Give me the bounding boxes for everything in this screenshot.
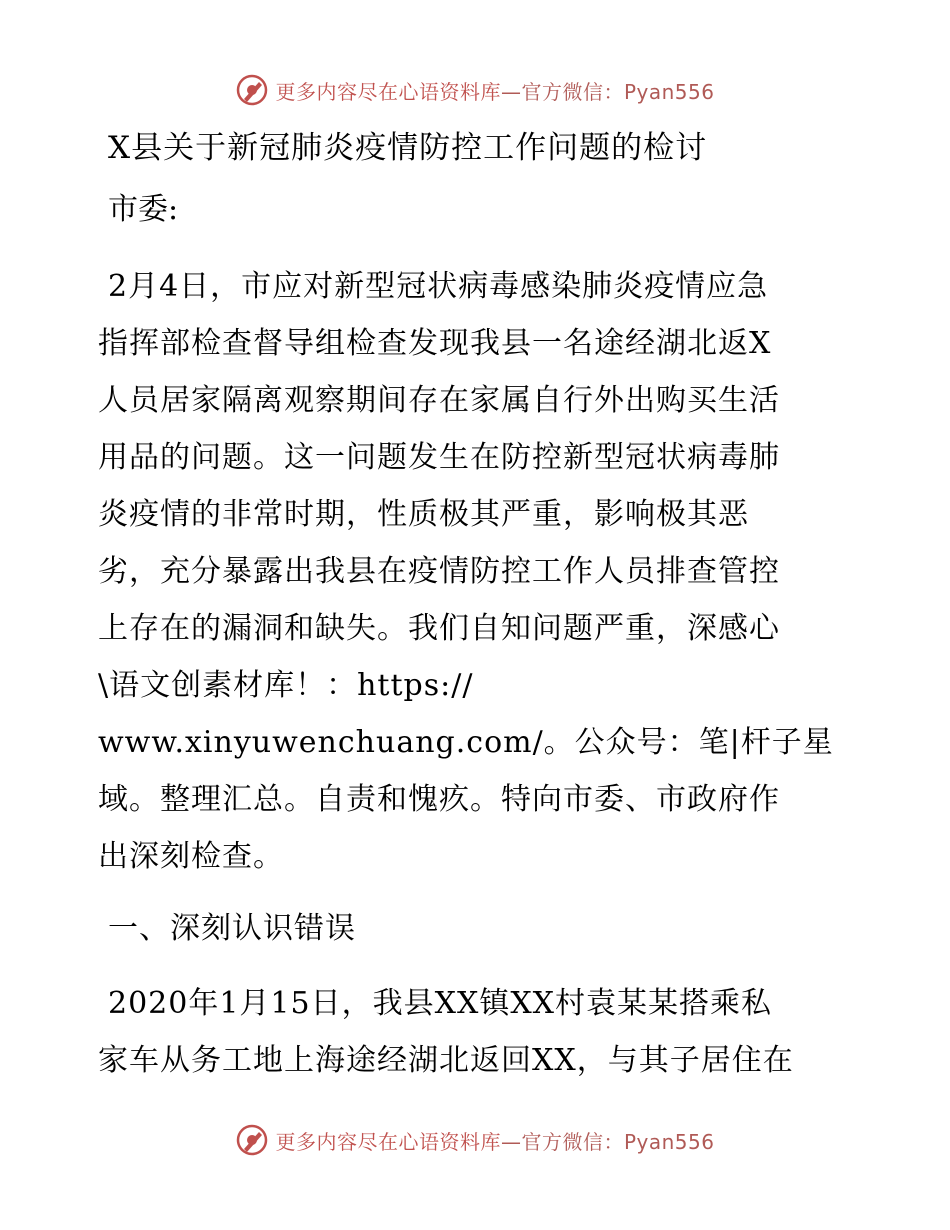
section-heading-1: 一、深刻认识错误 [108, 911, 356, 946]
watermark-logo-icon [235, 73, 269, 107]
paragraph-line: 域。整理汇总。自责和愧疚。特向市委、市政府作 [98, 782, 780, 817]
salutation: 市委: [108, 192, 179, 227]
document-title: X县关于新冠肺炎疫情防控工作问题的检讨 [108, 130, 708, 166]
paragraph-line: 劣，充分暴露出我县在疫情防控工作人员排查管控 [98, 554, 780, 589]
document-body [98, 128, 858, 1089]
paragraph-1 [98, 258, 858, 885]
paragraph-line: 炎疫情的非常时期，性质极其严重，影响极其恶 [98, 497, 749, 532]
watermark-tail: —官方微信：Pyan556 [500, 79, 715, 104]
watermark-text: 更多内容尽在心语资料库 [275, 1129, 501, 1154]
watermark-footer [0, 1118, 950, 1162]
watermark-logo-icon [235, 1123, 269, 1157]
paragraph-line: 家车从务工地上海途经湖北返回XX，与其子居住在 [98, 1043, 794, 1078]
watermark-text: 更多内容尽在心语资料库 [275, 79, 501, 104]
paragraph-line: 2月4日，市应对新型冠状病毒感染肺炎疫情应急 [108, 269, 769, 304]
paragraph-line: 用品的问题。这一问题发生在防控新型冠状病毒肺 [98, 440, 780, 475]
paragraph-line: www.xinyuwenchuang.com/。公众号：笔|杆子星 [98, 725, 834, 760]
watermark-tail: —官方微信：Pyan556 [500, 1129, 715, 1154]
paragraph-line: 出深刻检查。 [98, 839, 284, 874]
paragraph-line: 人员居家隔离观察期间存在家属自行外出购买生活 [98, 383, 780, 418]
paragraph-line: 2020年1月15日，我县XX镇XX村袁某某搭乘私 [108, 986, 773, 1021]
paragraph-line: \语文创素材库！：https:// [98, 668, 474, 703]
watermark-header [0, 68, 950, 112]
paragraph-line: 上存在的漏洞和缺失。我们自知问题严重，深感心 [98, 611, 780, 646]
paragraph-line: 指挥部检查督导组检查发现我县一名途经湖北返X [98, 326, 772, 361]
paragraph-2 [98, 975, 858, 1089]
